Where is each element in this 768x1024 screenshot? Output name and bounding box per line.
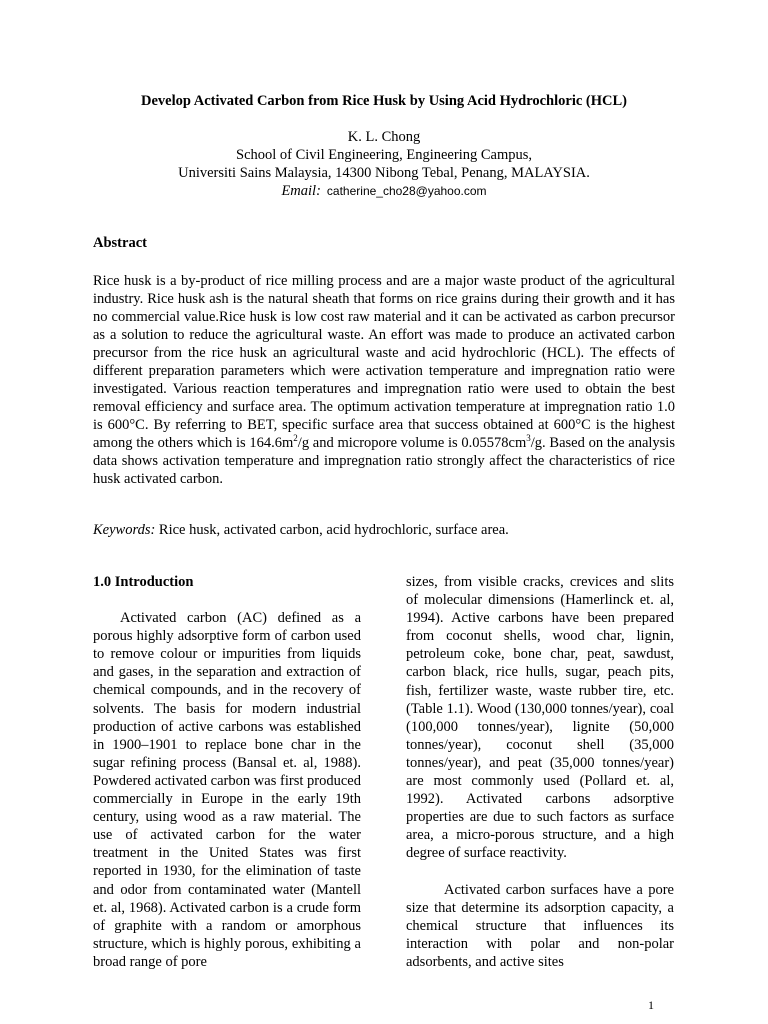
intro-paragraph-1: Activated carbon (AC) defined as a porous highly adsorptive form of carbon used to remove colour or impurities from liquids and gases, in the separation and extraction of chemical compounds, and in the recovery of solvents. The basis for modern industrial production of active carbons was established in 1900–1901 to replace bone char in the sugar refining process (Bansal et. al, 1988). Powdered activated carbon was first produced commercially in Europe in the early 19th century, using wood as a raw material. The use of activated carbon for the water treatment in the United States was first reported in 1930, for the elimination of taste and odor from contaminated water (Mantell et. al, 1968). Activated carbon is a crude form of graphite with a random or amorphous structure, which is highly porous, exhibiting a broad range of pore: [93, 610, 361, 970]
paragraph-gap: [406, 863, 674, 881]
author-name: K. L. Chong: [347, 129, 421, 145]
keywords-text: Rice husk, activated carbon, acid hydrochloric, surface area.: [158, 522, 509, 538]
affiliation-line-1: School of Civil Engineering, Engineering Campus,: [236, 147, 532, 163]
abstract-superscript-1: 2: [293, 433, 298, 444]
email-label: Email:: [281, 183, 321, 199]
keywords-line: [93, 521, 675, 539]
intro-paragraph-2: Activated carbon surfaces have a pore size that determine its adsorption capacity, a chemical structure that influences its interaction with polar and non-polar adsorbents, and active sites: [406, 881, 674, 970]
left-column: [93, 573, 361, 971]
email-line: [0, 182, 768, 200]
abstract-text-3: /g. Based on the analysis data shows activation temperature and impregnation ratio strongly affect the characteristics of rice husk activated carbon.: [93, 435, 675, 487]
intro-paragraph-1-continued: sizes, from visible cracks, crevices and slits of molecular dimensions (Hamerlinck et. al, 1994). Active carbons have been prepared from coconut shells, wood char, lignin, petroleum coke, bone char, peat, sawdust, carbon black, rice hulls, sugar, peach pits, fish, fertilizer waste, waste rubber tire, etc. (Table 1.1). Wood (130,000 tonnes/year), coal (100,000 tonnes/year), lignite (50,000 tonnes/year), coconut shell (35,000 tonnes/year), and peat (35,000 tonnes/year) are most commonly used (Pollard et. al, 1992). Activated carbons adsorptive properties are due to such factors as surface area, a micro-porous structure, and a high degree of surface reactivity.: [406, 574, 674, 862]
abstract-text-1: Rice husk is a by-product of rice milling process and are a major waste product of the agricultural industry. Rice husk ash is the natural sheath that forms on rice grains during their growth and it has no commercial value.Rice husk is low cost raw material and it can be activated as carbon precursor as a solution to reduce the agricultural waste. An effort was made to produce an activated carbon precursor from the rice husk an agricultural waste and acid hydrochloric (HCL). The effects of different preparation parameters which were activation temperature and impregnation ratio were investigated. Various reaction temperatures and impregnation ratio were used to obtain the best removal efficiency and surface area. The optimum activation temperature at impregnation ratio 1.0 is 600°C. By referring to BET, specific surface area that success obtained at 600°C is the highest among the others which is 164.6m: [93, 273, 675, 451]
right-column: [406, 573, 674, 971]
abstract-heading: Abstract: [93, 235, 147, 251]
section-heading-introduction: 1.0 Introduction: [93, 574, 194, 590]
paper-title: Develop Activated Carbon from Rice Husk by Using Acid Hydrochloric (HCL): [140, 93, 627, 109]
abstract-body: [93, 272, 675, 488]
email-address[interactable]: catherine_cho28@yahoo.com: [326, 184, 487, 198]
abstract-text-2: /g and micropore volume is 0.05578cm: [297, 435, 527, 451]
affiliation-line-2: Universiti Sains Malaysia, 14300 Nibong Tebal, Penang, MALAYSIA.: [178, 165, 590, 181]
keywords-label: Keywords:: [93, 522, 156, 538]
abstract-superscript-2: 3: [526, 433, 531, 444]
page-number: 1: [648, 998, 654, 1012]
